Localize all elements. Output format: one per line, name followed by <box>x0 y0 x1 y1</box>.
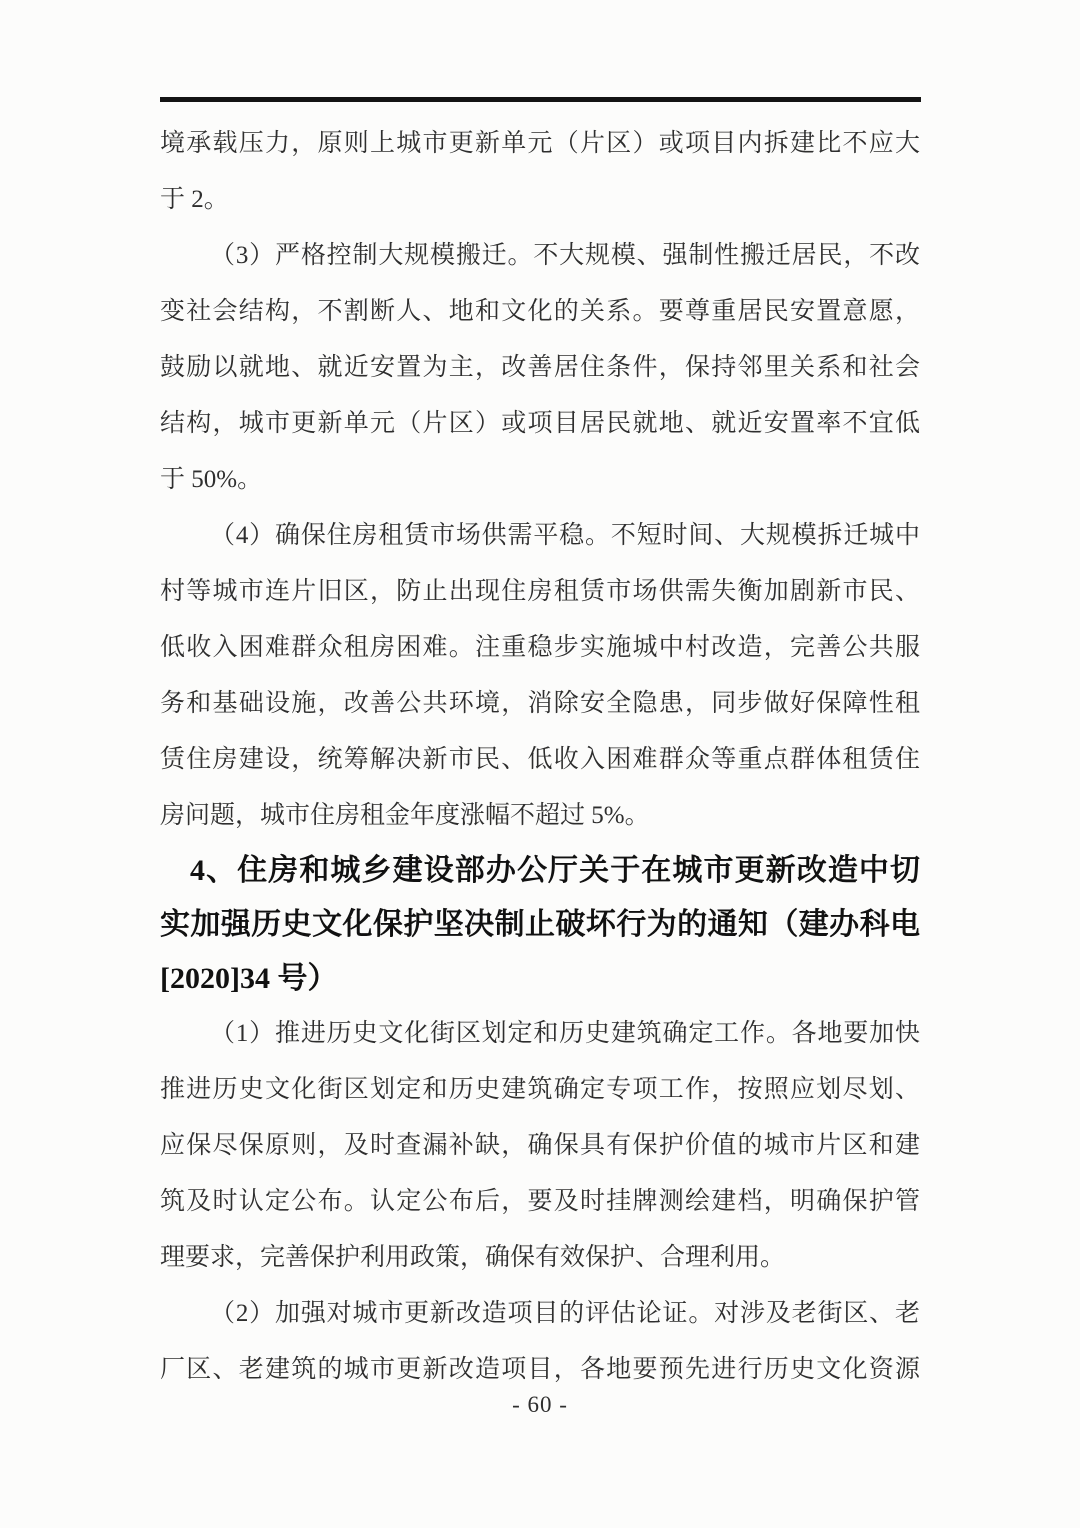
document-body <box>160 116 920 1398</box>
text-line: 低收入困难群众租房困难。注重稳步实施城中村改造，完善公共服 <box>160 634 920 661</box>
heading-line: 实加强历史文化保护坚决制止破坏行为的通知（建办科电 <box>160 908 920 941</box>
section-heading <box>160 844 920 1006</box>
paragraph <box>160 1006 920 1286</box>
header-rule <box>160 97 921 102</box>
paragraph <box>160 1286 920 1398</box>
heading-line: 4、住房和城乡建设部办公厅关于在城市更新改造中切 <box>190 854 920 887</box>
page-footer <box>0 1392 1080 1418</box>
text-line: 房问题，城市住房租金年度涨幅不超过 5%。 <box>160 802 650 829</box>
page-number: - 60 - <box>512 1392 568 1417</box>
paragraph <box>160 228 920 508</box>
text-line: 鼓励以就地、就近安置为主，改善居住条件，保持邻里关系和社会 <box>160 354 920 381</box>
text-line: （1）推进历史文化街区划定和历史建筑确定工作。各地要加快 <box>210 1020 920 1047</box>
text-line: 赁住房建设，统筹解决新市民、低收入困难群众等重点群体租赁住 <box>160 746 920 773</box>
text-line: 务和基础设施，改善公共环境，消除安全隐患，同步做好保障性租 <box>160 690 920 717</box>
text-line: 筑及时认定公布。认定公布后，要及时挂牌测绘建档，明确保护管 <box>160 1188 920 1215</box>
text-line: 理要求，完善保护利用政策，确保有效保护、合理利用。 <box>160 1244 786 1271</box>
text-line: （4）确保住房租赁市场供需平稳。不短时间、大规模拆迁城中 <box>210 522 920 549</box>
paragraph <box>160 116 920 228</box>
text-line: 于 2。 <box>160 186 229 213</box>
text-line: 结构，城市更新单元（片区）或项目居民就地、就近安置率不宜低 <box>160 410 920 437</box>
text-line: 村等城市连片旧区，防止出现住房租赁市场供需失衡加剧新市民、 <box>160 578 920 605</box>
text-line: 境承载压力，原则上城市更新单元（片区）或项目内拆建比不应大 <box>160 130 920 157</box>
heading-line: [2020]34 号） <box>160 962 338 995</box>
paragraph <box>160 508 920 844</box>
text-line: （2）加强对城市更新改造项目的评估论证。对涉及老街区、老 <box>210 1300 920 1327</box>
text-line: 厂区、老建筑的城市更新改造项目，各地要预先进行历史文化资源 <box>160 1356 920 1383</box>
text-line: 应保尽保原则，及时查漏补缺，确保具有保护价值的城市片区和建 <box>160 1132 920 1159</box>
text-line: 于 50%。 <box>160 466 263 493</box>
text-line: 推进历史文化街区划定和历史建筑确定专项工作，按照应划尽划、 <box>160 1076 920 1103</box>
text-line: （3）严格控制大规模搬迁。不大规模、强制性搬迁居民，不改 <box>210 242 920 269</box>
text-line: 变社会结构，不割断人、地和文化的关系。要尊重居民安置意愿， <box>160 298 920 325</box>
